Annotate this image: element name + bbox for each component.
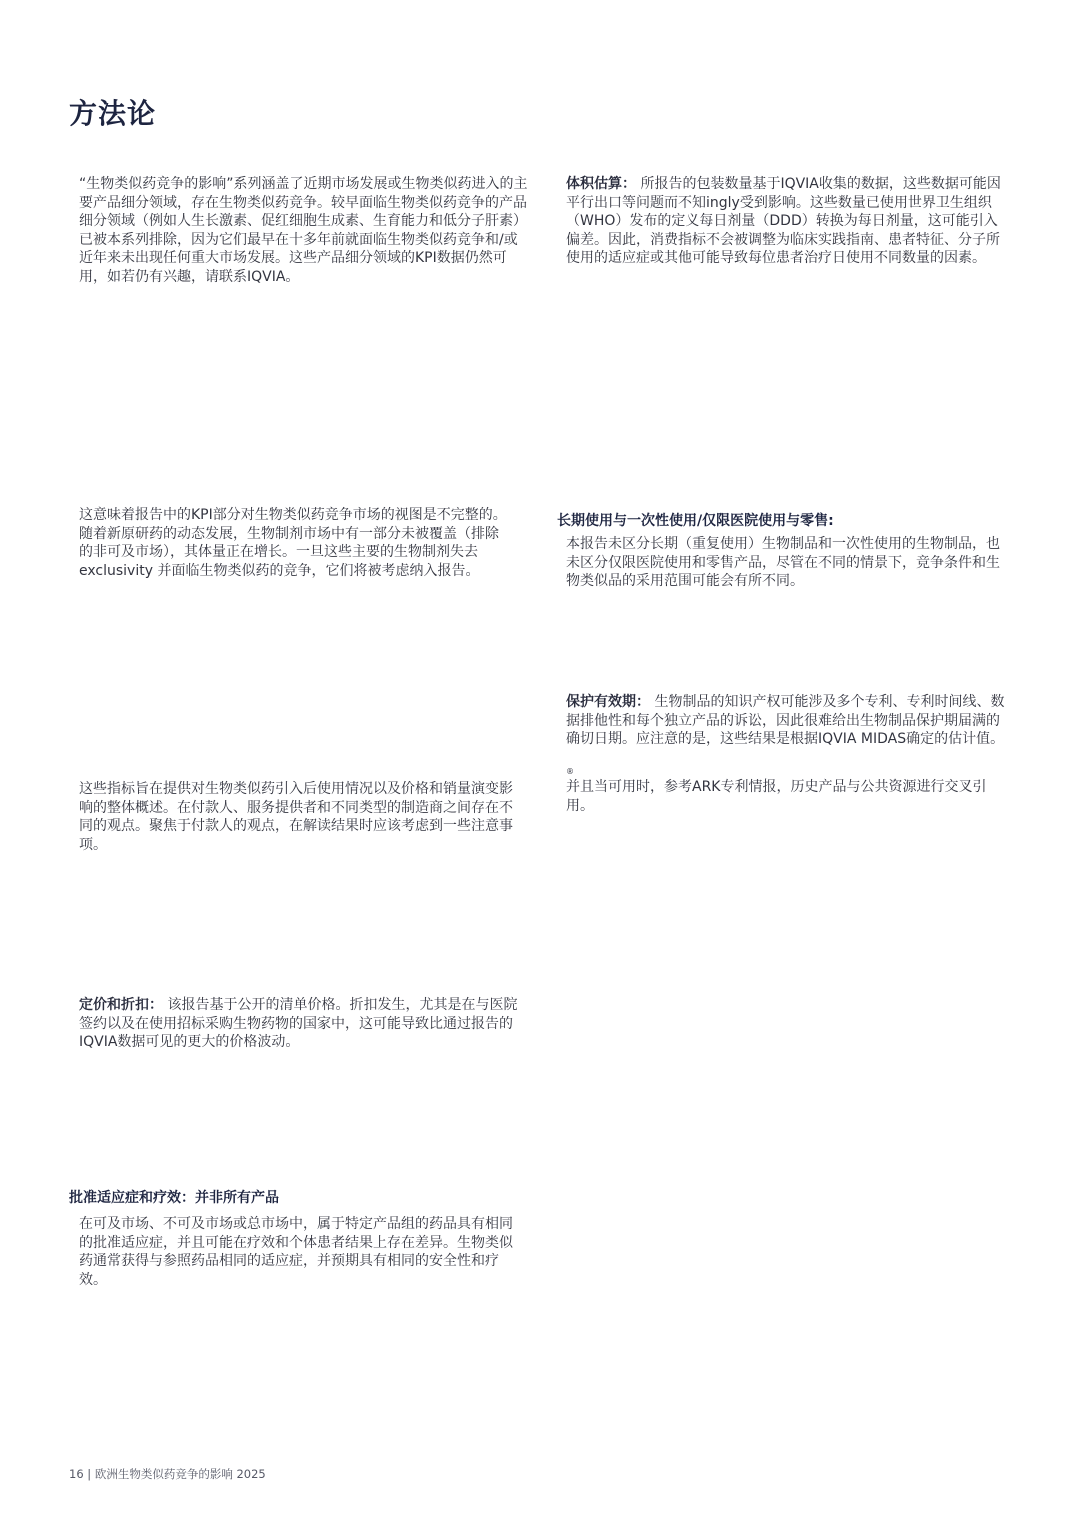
pricing-paragraph [79,996,524,1052]
approval-paragraph: 在可及市场、不可及市场或总市场中，属于特定产品组的药品具有相同的批准适应症，并且可能在疗效和个体患者结果上存在差异。生物类似药通常获得与参照药品相同的适应症，并预期具有相同的安全性和疗效。 [79,1216,513,1288]
approval-heading: 批准适应症和疗效：并非所有产品 [69,1190,279,1206]
volume-paragraph [566,175,1011,268]
volume-text: 所报告的包装数量基于IQVIA收集的数据，这些数据可能因平行出口等问题而不知ingly受到影响。这些数量已使用世界卫生组织（WHO）发布的定义每日剂量（DDD）转换为每日剂量，这可能引入偏差。因此，消费指标不会被调整为临床实践指南、患者特征、分子所使用的适应症或其他可能导致每位患者治疗日使用不同数量的因素。 [566,176,1001,266]
protection-paragraph [566,693,1011,749]
volume-label: 体积估算： [566,176,636,192]
pricing-text: 该报告基于公开的清单价格。折扣发生，尤其是在与医院签约以及在使用招标采购生物药物的国家中，这可能导致比通过报告的IQVIA数据可见的更大的价格波动。 [79,997,518,1050]
pricing-label: 定价和折扣： [79,997,163,1013]
longterm-paragraph: 本报告未区分长期（重复使用）生物制品和一次性使用的生物制品，也未区分仅限医院使用和零售产品，尽管在不同的情景下，竞争条件和生物类似品的采用范围可能会有所不同。 [566,536,1000,589]
protection-text: 生物制品的知识产权可能涉及多个专利、专利时间线、数据排他性和每个独立产品的诉讼，因此很难给出生物制品保护期届满的确切日期。应注意的是，这些结果是根据IQVIA MIDAS确定的估计值。 [566,694,1005,747]
protection-label: 保护有效期： [566,694,650,710]
indicators-paragraph: 这些指标旨在提供对生物类似药引入后使用情况以及价格和销量演变影响的整体概述。在付款人、服务提供者和不同类型的制造商之间存在不同的观点。聚焦于付款人的观点，在解读结果时应该考虑到一些注意事项。 [79,781,513,853]
longterm-heading: 长期使用与一次性使用/仅限医院使用与零售: [557,513,834,529]
kpi-note-paragraph: 这意味着报告中的KPI部分对生物类似药竞争市场的视图是不完整的。随着新原研药的动态发展，生物制剂市场中有一部分未被覆盖（排除的非可及市场），其体量正在增长。一旦这些主要的生物制剂失去 exclusivity 并面临生物类似药的竞争，它们将被考虑纳入报告。 [79,507,507,579]
registered-mark: ® [566,767,574,776]
protection-paragraph-continued: 并且当可用时，参考ARK专利情报，历史产品与公共资源进行交叉引用。 [566,779,987,814]
page-title: 方法论 [69,97,157,130]
intro-paragraph: “生物类似药竞争的影响”系列涵盖了近期市场发展或生物类似药进入的主要产品细分领域，存在生物类似药竞争。较早面临生物类似药竞争的产品细分领域（例如人生长激素、促红细胞生成素、生育能力和低分子肝素）已被本系列排除，因为它们最早在十多年前就面临生物类似药竞争和/或近年来未出现任何重大市场发展。这些产品细分领域的KPI数据仍然可用，如若仍有兴趣，请联系IQVIA。 [79,176,528,285]
page-footer: 16 | 欧洲生物类似药竞争的影响 2025 [69,1467,266,1481]
